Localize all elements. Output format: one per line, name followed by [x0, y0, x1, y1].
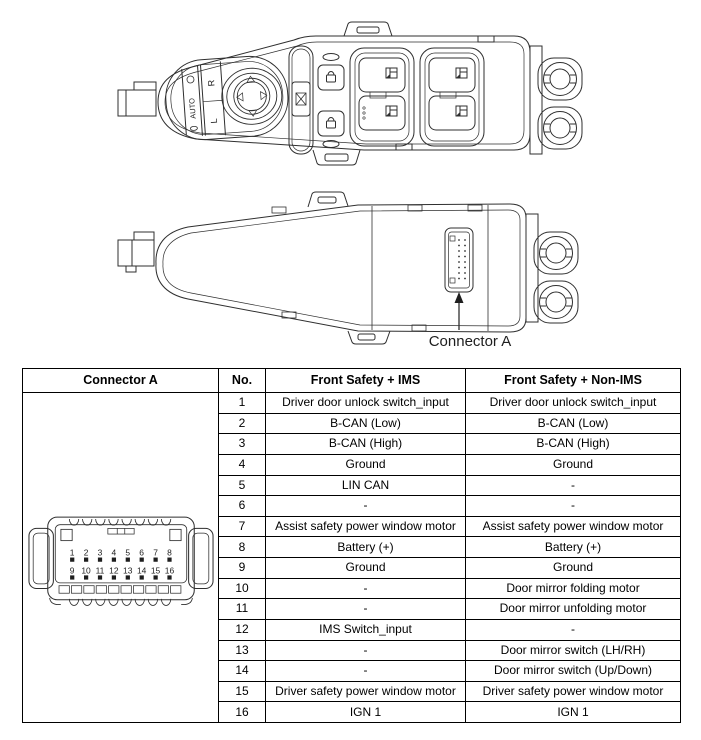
- switch-pivot: [370, 92, 386, 98]
- body-notch: [396, 144, 412, 150]
- pin-number-cell: 10: [219, 578, 266, 599]
- window-switch: [429, 96, 475, 130]
- bottom-corner: [49, 597, 60, 604]
- ims-cell: -: [266, 496, 466, 517]
- non-ims-cell: B-CAN (Low): [466, 413, 681, 434]
- back-view-diagram: [112, 190, 602, 360]
- non-ims-cell: -: [466, 619, 681, 640]
- pin-number-cell: 9: [219, 558, 266, 579]
- pin-label: 15: [150, 564, 160, 575]
- pin-label: 16: [164, 564, 174, 575]
- ims-cell: IGN 1: [266, 702, 466, 723]
- non-ims-cell: B-CAN (High): [466, 434, 681, 455]
- pin-square: [83, 575, 87, 579]
- pin-label: 7: [152, 547, 158, 558]
- ims-cell: LIN CAN: [266, 475, 466, 496]
- door-lock-column: [318, 54, 344, 148]
- pin-square: [153, 575, 157, 579]
- pin-number-cell: 4: [219, 454, 266, 475]
- header-ims: Front Safety + IMS: [266, 369, 466, 393]
- non-ims-cell: Door mirror unfolding motor: [466, 599, 681, 620]
- top-tab: [308, 192, 348, 207]
- pin-label: 13: [122, 564, 132, 575]
- body-clip: [408, 205, 422, 211]
- pin-square: [111, 557, 115, 561]
- pin-label: 10: [80, 564, 91, 575]
- body-clip: [272, 207, 286, 213]
- pin-square: [83, 557, 87, 561]
- pin-number-cell: 2: [219, 413, 266, 434]
- harness-stub: [118, 82, 156, 116]
- ims-cell: B-CAN (High): [266, 434, 466, 455]
- mirror-right-label: R: [206, 79, 217, 87]
- body-notch: [478, 36, 494, 42]
- header-non-ims: Front Safety + Non-IMS: [466, 369, 681, 393]
- non-ims-cell: Battery (+): [466, 537, 681, 558]
- ims-cell: Ground: [266, 454, 466, 475]
- table-header-row: [23, 369, 681, 393]
- top-castellation: [69, 519, 170, 525]
- bottom-tab: [348, 331, 390, 344]
- non-ims-cell: Ground: [466, 558, 681, 579]
- pin-square: [111, 575, 115, 579]
- window-switch-panel-front: [350, 48, 414, 146]
- non-ims-cell: Driver safety power window motor: [466, 681, 681, 702]
- connector-pinout-diagram: [27, 504, 215, 612]
- connector-pinout-table: [22, 368, 681, 723]
- non-ims-cell: Ground: [466, 454, 681, 475]
- ims-cell: Ground: [266, 558, 466, 579]
- connector-wing-left: [28, 528, 52, 588]
- bottom-tab: [313, 150, 360, 165]
- pin-number-cell: 16: [219, 702, 266, 723]
- callout-arrow: [455, 292, 464, 330]
- pin-number-cell: 5: [219, 475, 266, 496]
- non-ims-cell: Door mirror folding motor: [466, 578, 681, 599]
- pin-square: [97, 557, 101, 561]
- pin-number-cell: 1: [219, 393, 266, 414]
- connector-face-cell: [23, 393, 219, 723]
- non-ims-cell: Door mirror switch (LH/RH): [466, 640, 681, 661]
- pin-number-cell: 7: [219, 516, 266, 537]
- keying-notch: [60, 529, 71, 540]
- pin-square: [139, 557, 143, 561]
- window-switch: [429, 58, 475, 92]
- non-ims-cell: -: [466, 475, 681, 496]
- mirror-left-label: L: [208, 118, 220, 124]
- pin-square: [125, 575, 129, 579]
- window-switch-panel-rear: [420, 48, 484, 146]
- connector-a-callout-label: Connector A: [428, 333, 512, 350]
- ims-cell: B-CAN (Low): [266, 413, 466, 434]
- header-connector: Connector A: [23, 369, 219, 393]
- door-unlock-button: [318, 111, 344, 136]
- mirror-heater-icon: [187, 76, 194, 83]
- pin-square: [167, 557, 171, 561]
- pin-label: 2: [83, 547, 88, 558]
- connector-a: [445, 228, 473, 292]
- window-switch: [359, 96, 405, 130]
- non-ims-cell: -: [466, 496, 681, 517]
- door-lock-button: [318, 65, 344, 90]
- non-ims-cell: Driver door unlock switch_input: [466, 393, 681, 414]
- pin-square: [139, 575, 143, 579]
- pin-square: [70, 557, 74, 561]
- ims-cell: Battery (+): [266, 537, 466, 558]
- mounting-bracket: [526, 214, 578, 323]
- pin-number-cell: 14: [219, 661, 266, 682]
- ims-cell: Assist safety power window motor: [266, 516, 466, 537]
- table-row: [23, 393, 681, 414]
- pin-square: [167, 575, 171, 579]
- pin-number-cell: 3: [219, 434, 266, 455]
- auto-label: AUTO: [187, 97, 198, 120]
- non-ims-cell: IGN 1: [466, 702, 681, 723]
- mirror-fold-strip: [289, 46, 313, 154]
- front-view-diagram: [112, 22, 602, 184]
- header-no: No.: [219, 369, 266, 393]
- mirror-adjust-pad: [220, 66, 284, 126]
- bottom-corner: [181, 597, 192, 604]
- connector-wing-right: [188, 528, 212, 588]
- mounting-bracket: [530, 46, 582, 154]
- ims-cell: -: [266, 599, 466, 620]
- body-clip: [412, 325, 426, 331]
- pin-label: 11: [95, 564, 104, 575]
- non-ims-cell: Assist safety power window motor: [466, 516, 681, 537]
- pin-number-cell: 15: [219, 681, 266, 702]
- switch-back-inner-outline: [163, 210, 520, 326]
- mirror-auto-strip: [182, 66, 203, 137]
- pin-number-cell: 6: [219, 496, 266, 517]
- pin-number-cell: 8: [219, 537, 266, 558]
- pin-label: 5: [124, 547, 130, 558]
- terminal-ladder: [59, 585, 181, 593]
- mirror-indicator-icon: [190, 126, 197, 130]
- pin-square: [97, 575, 101, 579]
- ims-cell: -: [266, 661, 466, 682]
- pin-label: 14: [136, 564, 146, 575]
- top-tab: [344, 22, 392, 36]
- switch-back-outline: [156, 204, 526, 332]
- pin-label: 3: [97, 547, 102, 558]
- keying-notch: [169, 529, 180, 540]
- switch-pivot: [440, 92, 456, 98]
- ims-cell: Driver safety power window motor: [266, 681, 466, 702]
- ims-cell: -: [266, 578, 466, 599]
- pin-label: 9: [69, 564, 75, 575]
- pin-square: [70, 575, 74, 579]
- harness-stub: [118, 232, 154, 272]
- pin-label: 4: [111, 547, 116, 558]
- indicator-pill: [323, 54, 339, 61]
- pin-square: [153, 557, 157, 561]
- mirror-fold-icon: [296, 93, 306, 105]
- window-switch: [359, 58, 405, 92]
- pin-label: 6: [138, 547, 144, 558]
- pin-label: 12: [108, 564, 119, 575]
- center-notch: [107, 528, 133, 534]
- ims-cell: IMS Switch_input: [266, 619, 466, 640]
- pin-number-cell: 12: [219, 619, 266, 640]
- pin-label: 8: [166, 547, 172, 558]
- pin-square: [125, 557, 129, 561]
- pin-label: 1: [69, 547, 75, 558]
- pin-number-cell: 11: [219, 599, 266, 620]
- ims-cell: Driver door unlock switch_input: [266, 393, 466, 414]
- ims-cell: -: [266, 640, 466, 661]
- pin-number-cell: 13: [219, 640, 266, 661]
- non-ims-cell: Door mirror switch (Up/Down): [466, 661, 681, 682]
